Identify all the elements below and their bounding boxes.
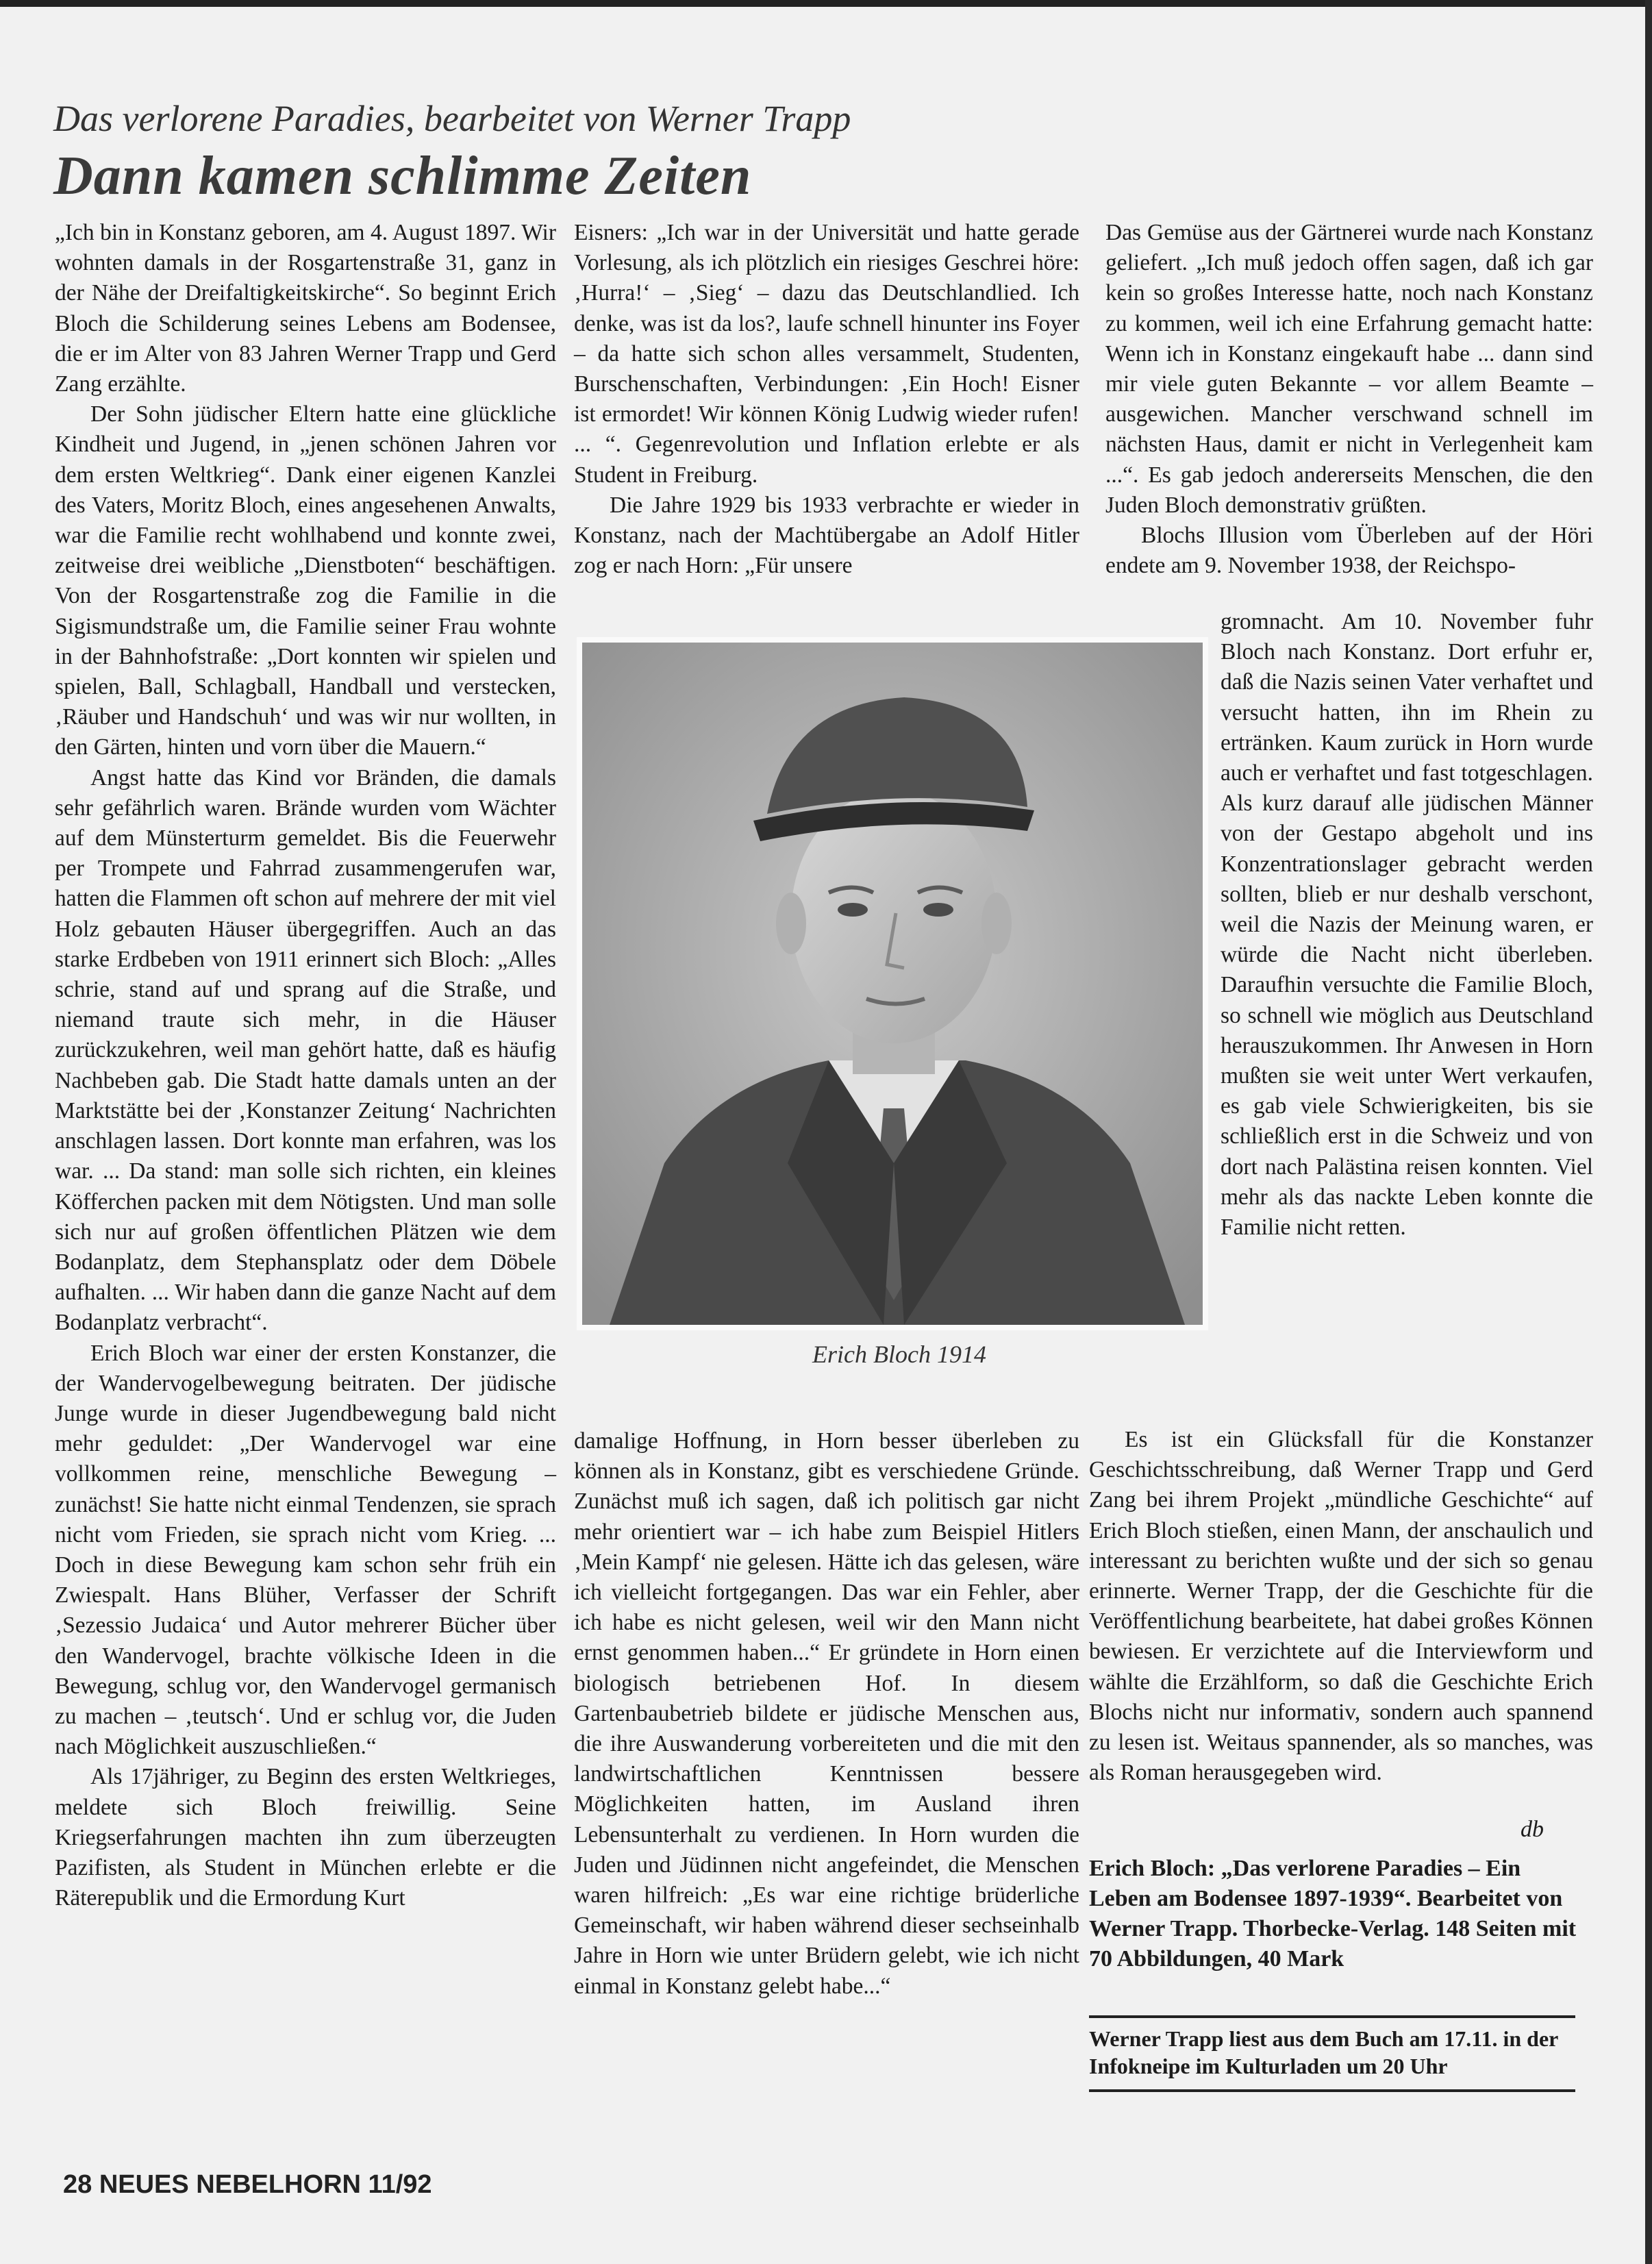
book-info: Erich Bloch: „Das verlorene Paradies – Ein Leben am Bodensee 1897-1939“. Bearbeitet von Werner Trapp. Thorbecke-Verlag. 148 Seiten mit 70 Abbildungen, 40 Mark — [1089, 1856, 1577, 1971]
photo-caption: Erich Bloch 1914 — [812, 1341, 986, 1368]
scan-edge-top — [0, 0, 1652, 7]
portrait-photo-frame — [577, 637, 1208, 1330]
column-1 — [55, 218, 556, 2081]
article-headline: Dann kamen schlimme Zeiten — [53, 146, 752, 206]
paragraph: Das Gemüse aus der Gärtnerei wurde nach Konstanz geliefert. „Ich muß jedoch offen sagen, daß ich gar kein so großes Interesse hatte, noch nach Konstanz zu kommen, weil ich eine Erfahrung gemacht hatte: Wenn ich in Konstanz eingekauft habe ... dann sind mir viele guten Bekannte – vor allem Beamte – ausgewichen. Mancher verschwand schnell im nächsten Haus, damit er nicht in Verlegenheit kam ...“. Es gab jedoch andererseits Menschen, die den Juden Bloch demonstrativ grüßten. — [1105, 220, 1593, 518]
paragraph: Es ist ein Glücksfall für die Konstanzer Geschichtsschreibung, daß Werner Trapp und Gerd Zang bei ihrem Projekt „mündliche Geschichte“ auf Erich Bloch stießen, einen Mann, der anschaulich und interessant zu berichten wußte und der sich so genau erinnerte. Werner Trapp, der die Geschichte für die Veröffentlichung bearbeitete, hat dabei großes Können bewiesen. Er verzichtete auf die Interviewform und wählte die Erzählform, so daß die Geschichte Erich Blochs nicht nur informativ, sondern auch spannend zu lesen ist. Weitaus spannender, als so manches, was als Roman herausgegeben wird. — [1089, 1427, 1593, 1786]
paragraph: Der Sohn jüdischer Eltern hatte eine glückliche Kindheit und Jugend, in „jenen schönen Jahren vor dem ersten Weltkrieg“. Dank einer eigenen Kanzlei des Vaters, Moritz Bloch, eines angesehenen Anwalts, war die Familie recht wohlhabend und konnte zwei, zeitweise drei weibliche „Dienstboten“ beschäftigen. Von der Rosgartenstraße zog die Familie in die Sigismundstraße um, die Familie seiner Frau wohnte in der Bahnhofstraße: „Dort konnten wir spielen und spielen, Ball, Schlagball, Handball und verstecken, ‚Räuber und Handschuh‘ und was wir nur wollten, in den Gärten, hinten und vorn über die Mauern.“ — [55, 401, 556, 760]
scan-edge-right — [1645, 0, 1652, 2264]
paragraph: „Ich bin in Konstanz geboren, am 4. August 1897. Wir wohnten damals in der Rosgartenstraße 31, ganz in der Nähe der Dreifaltigkeitskirche“. So beginnt Erich Bloch die Schilderung seines Lebens am Bodensee, die er im Alter von 83 Jahren Werner Trapp und Gerd Zang erzählte. — [55, 220, 556, 397]
paragraph: Eisners: „Ich war in der Universität und hatte gerade Vorlesung, als ich plötzlich ein riesiges Geschrei höre: ‚Hurra!‘ – ‚Sieg‘ – dazu das Deutschlandlied. Ich denke, was ist da los?, laufe schnell hinunter ins Foyer – da hatte sich schon alles versammelt, Studenten, Burschenschaften, Verbindungen: ‚Ein Hoch! Eisner ist ermordet! Wir können König Ludwig wieder rufen! ... “. Gegenrevolution und Inflation erlebte er als Student in Freiburg. — [574, 220, 1079, 488]
paragraph: Angst hatte das Kind vor Bränden, die damals sehr gefährlich waren. Brände wurden vom Wächter auf dem Münsterturm gemeldet. Bis die Feuerwehr per Trompete und Fahrrad zusammengerufen war, hatten die Flammen oft schon auf mehrere der mit viel Holz gebauten Häuser übergegriffen. Auch an das starke Erdbeben von 1911 erinnert sich Bloch: „Alles schrie, stand auf und sprang auf die Straße, und niemand traute sich mehr, in die Häuser zurückzukehren, weil man gehört hatte, daß es häufig Nachbeben gab. Die Stadt hatte damals unten an der Marktstätte bei der ‚Konstanzer Zeitung‘ Nachrichten anschlagen lassen. Dort konnte man erfahren, was los war. ... Da stand: man solle sich richten, ein kleines Köfferchen packen mit dem Nötigsten. Und man solle sich nur auf großen öffentlichen Plätzen wie dem Bodanplatz, dem Stephansplatz oder dem Döbele aufhalten. ... Wir haben dann die ganze Nacht auf dem Bodanplatz verbracht“. — [55, 764, 556, 1336]
article-kicker: Das verlorene Paradies, bearbeitet von Werner Trapp — [53, 98, 851, 139]
paragraph: Blochs Illusion vom Überleben auf der Höri endete am 9. November 1938, der Reichspo- — [1105, 523, 1593, 579]
paragraph: gromnacht. Am 10. November fuhr Bloch nach Konstanz. Dort erfuhr er, daß die Nazis seinen Vater verhaftet und versucht hatten, ihn im Rhein zu ertränken. Kaum zurück in Horn wurde auch er verhaftet und fast totgeschlagen. Als kurz darauf alle jüdischen Männer von der Gestapo abgeholt und ins Konzentrationslager gebracht werden sollten, blieb er nur deshalb verschont, weil die Nazis der Meinung waren, er würde die Nacht nicht überleben. Daraufhin versuchte die Familie Bloch, so schnell wie möglich aus Deutschland herauszukommen. Ihr Anwesen in Horn mußten sie weit unter Wert verkaufen, es gab viele Schwierigkeiten, bis sie schließlich erst in die Schweiz und von dort nach Palästina reisen konnten. Viel mehr als das nackte Leben konnte die Familie nicht retten. — [1221, 609, 1593, 1241]
column-2-top — [574, 218, 1079, 643]
author-signature: db — [1520, 1817, 1544, 1842]
page-footer: 28 NEUES NEBELHORN 11/92 — [63, 2170, 432, 2199]
paragraph: Erich Bloch war einer der ersten Konstanzer, die der Wandervogelbewegung beitraten. Der jüdische Junge wurde in dieser Jugendbewegung bald nicht mehr geduldet: „Der Wandervogel war eine vollkommen reine, menschliche Bewegung – zunächst! Sie hatte nicht einmal Tendenzen, sie sprach nicht vom Frieden, sie sprach nicht vom Krieg. ... Doch in diese Bewegung kam schon sehr früh ein Zwiespalt. Hans Blüher, Verfasser der Schrift ‚Sezessio Judaica‘ und Autor mehrerer Bücher über den Wandervogel, brachte völkische Ideen in die Bewegung, schlug vor, den Wandervogel germanisch zu machen – ‚teutsch‘. Und er schlug vor, die Juden nach Möglichkeit auszuschließen.“ — [55, 1340, 556, 1760]
paragraph: damalige Hoffnung, in Horn besser überleben zu können als in Konstanz, gibt es verschiedene Gründe. Zunächst muß ich sagen, daß ich politisch gar nicht mehr orientiert war – ich habe zum Beispiel Hitlers ‚Mein Kampf‘ nie gelesen. Hätte ich das gelesen, wäre ich vielleicht fortgegangen. Das war ein Fehler, aber ich habe es nicht gelesen, weil wir den Mann nicht ernst genommen haben...“ Er gründete in Horn einen biologisch betriebenen Hof. In diesem Gartenbaubetrieb bildete er jüdische Menschen aus, die ihre Auswanderung vorbereiteten und die mit den landwirtschaftlichen Kenntnissen bessere Möglichkeiten hatten, im Ausland ihren Lebensunterhalt zu verdienen. In Horn wurden die Juden und Jüdinnen nicht angefeindet, die Menschen waren hilfreich: „Es war eine richtige brüderliche Gemeinschaft, wir haben während dieser sechseinhalb Jahre in Horn wie unter Brüdern gelebt, wie ich nicht einmal in Konstanz gelebt habe...“ — [574, 1428, 1079, 1999]
column-2-bottom — [574, 1426, 1079, 2084]
paragraph: Die Jahre 1929 bis 1933 verbrachte er wieder in Konstanz, nach der Machtübergabe an Adolf Hitler zog er nach Horn: „Für unsere — [574, 492, 1079, 579]
column-3-beside-photo — [1221, 607, 1593, 1429]
paragraph: Als 17jähriger, zu Beginn des ersten Weltkrieges, meldete sich Bloch freiwillig. Seine Kriegserfahrungen machten ihn zum überzeugten Pazifisten, als Student in München erlebte er die Räterepublik und die Ermordung Kurt — [55, 1764, 556, 1911]
column-3-top — [1105, 218, 1593, 643]
column-3-bottom — [1089, 1425, 1593, 1850]
portrait-photo — [582, 643, 1203, 1325]
event-notice: Werner Trapp liest aus dem Buch am 17.11. in der Infokneipe im Kulturladen um 20 Uhr — [1089, 2015, 1575, 2092]
